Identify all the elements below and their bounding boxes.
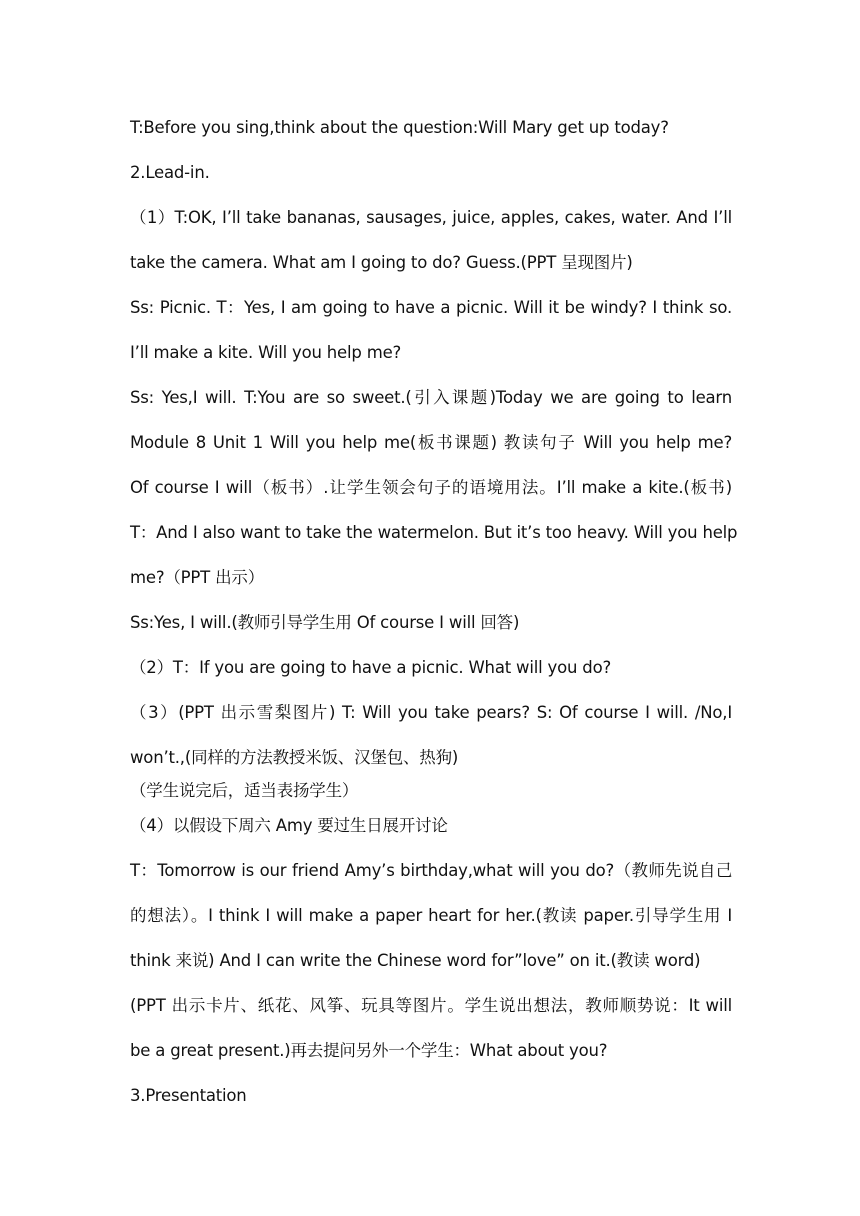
text-line: (PPT 出示卡片、纸花、风筝、玩具等图片。学生说出想法，教师顺势说：It will xyxy=(130,996,732,1015)
text-line: Ss: Picnic. T：Yes, I am going to have a picnic. Will it be windy? I think so. xyxy=(130,298,732,317)
section-heading: 3.Presentation xyxy=(130,1086,247,1105)
text-line: （学生说完后，适当表扬学生） xyxy=(130,781,359,800)
text-line: Ss: Yes,I will. T:You are so sweet.(引入课题)Today we are going to learn xyxy=(130,388,732,407)
text-line: T：Tomorrow is our friend Amy’s birthday,what will you do?（教师先说自己 xyxy=(130,861,732,880)
text-line: T：And I also want to take the watermelon. But it’s too heavy. Will you help xyxy=(130,523,738,542)
text-line: （2）T：If you are going to have a picnic. What will you do? xyxy=(130,658,612,677)
text-line: 的想法）。I think I will make a paper heart for her.(教读 paper.引导学生用 I xyxy=(130,906,732,925)
text-line: （3）(PPT 出示雪梨图片) T: Will you take pears? S: Of course I will. /No,I xyxy=(130,703,732,722)
text-line: think 来说) And I can write the Chinese word for”love” on it.(教读 word) xyxy=(130,951,701,970)
text-line: Module 8 Unit 1 Will you help me(板书课题) 教读句子 Will you help me? xyxy=(130,433,732,452)
text-line: （1）T:OK, I’ll take bananas, sausages, juice, apples, cakes, water. And I’ll xyxy=(130,208,732,227)
text-line: T:Before you sing,think about the question:Will Mary get up today? xyxy=(130,118,669,137)
text-line: me?（PPT 出示） xyxy=(130,568,265,587)
text-line: Of course I will（板书）.让学生领会句子的语境用法。I’ll make a kite.(板书) xyxy=(130,478,732,497)
section-heading: 2.Lead-in. xyxy=(130,163,210,182)
text-line: Ss:Yes, I will.(教师引导学生用 Of course I will 回答) xyxy=(130,613,520,632)
text-line: take the camera. What am I going to do? Guess.(PPT 呈现图片) xyxy=(130,253,633,272)
text-line: be a great present.)再去提问另外一个学生：What about you? xyxy=(130,1041,608,1060)
text-line: （4）以假设下周六 Amy 要过生日展开讨论 xyxy=(130,816,448,835)
text-line: I’ll make a kite. Will you help me? xyxy=(130,343,402,362)
text-line: won’t.,(同样的方法教授米饭、汉堡包、热狗) xyxy=(130,748,459,767)
